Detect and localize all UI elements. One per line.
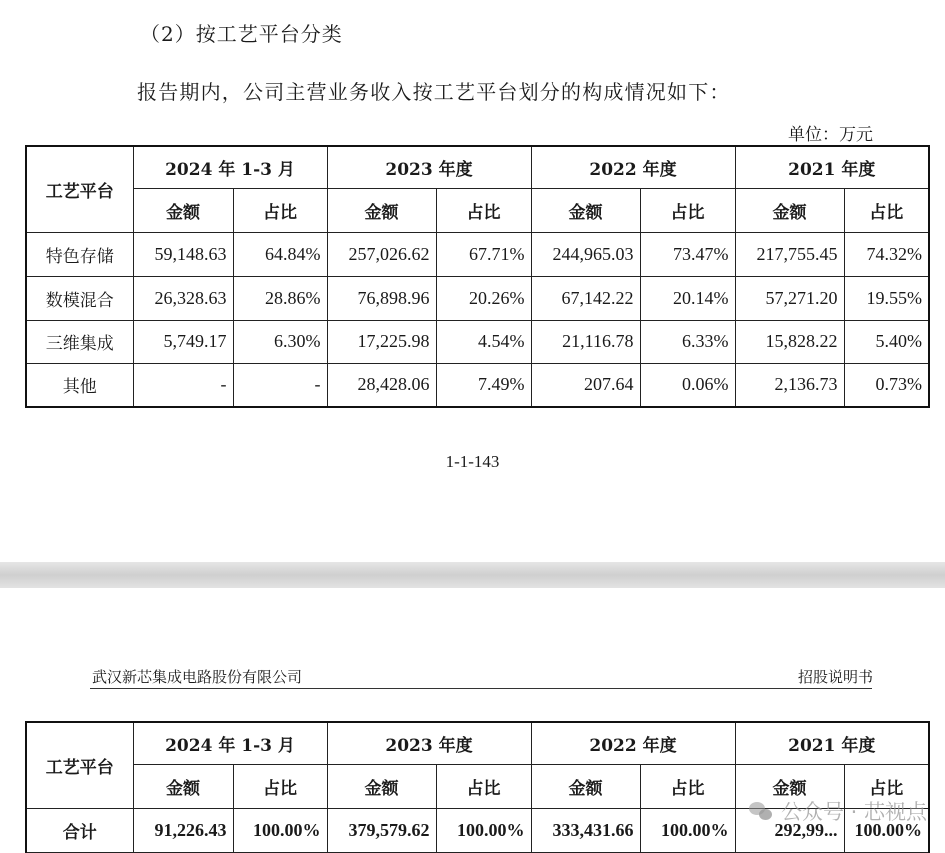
header-process-platform: 工艺平台: [26, 722, 133, 808]
cell-amount: 67,142.22: [531, 276, 640, 320]
header-share: 占比: [436, 764, 531, 808]
cell-share: -: [233, 363, 327, 407]
header-period: 2023 年度: [327, 722, 531, 764]
cell-share: 20.14%: [640, 276, 735, 320]
header-period: 2021 年度: [735, 722, 929, 764]
cell-share: 5.40%: [844, 320, 929, 363]
table-row: [26, 276, 929, 320]
header-share: 占比: [233, 764, 327, 808]
cell-amount: 59,148.63: [133, 232, 233, 276]
cell-share: 100.00%: [640, 808, 735, 852]
header-period: 2023 年度: [327, 146, 531, 188]
cell-share: 100.00%: [436, 808, 531, 852]
cell-share: 0.73%: [844, 363, 929, 407]
header-amount: 金额: [735, 764, 844, 808]
intro-paragraph: 报告期内，公司主营业务收入按工艺平台划分的构成情况如下：: [137, 80, 731, 104]
revenue-table: [25, 145, 930, 408]
cell-amount: 333,431.66: [531, 808, 640, 852]
header-amount: 金额: [327, 764, 436, 808]
cell-share: 67.71%: [436, 232, 531, 276]
header-share: 占比: [640, 188, 735, 232]
cell-share: 73.47%: [640, 232, 735, 276]
table-row: [26, 320, 929, 363]
cell-share: 100.00%: [844, 808, 929, 852]
running-header-doc-type: 招股说明书: [797, 668, 873, 686]
header-process-platform: 工艺平台: [26, 146, 133, 232]
header-share: 占比: [844, 188, 929, 232]
header-amount: 金额: [327, 188, 436, 232]
table-row: [26, 232, 929, 276]
header-share: 占比: [436, 188, 531, 232]
cell-share: 7.49%: [436, 363, 531, 407]
cell-amount: 21,116.78: [531, 320, 640, 363]
header-period: 2024 年 1-3 月: [133, 722, 327, 764]
header-amount: 金额: [133, 188, 233, 232]
cell-amount: 76,898.96: [327, 276, 436, 320]
header-amount: 金额: [531, 188, 640, 232]
header-amount: 金额: [133, 764, 233, 808]
cell-amount: 257,026.62: [327, 232, 436, 276]
running-header-rule: [90, 688, 872, 689]
cell-amount: 207.64: [531, 363, 640, 407]
section-heading: （2）按工艺平台分类: [140, 22, 343, 46]
header-period: 2021 年度: [735, 146, 929, 188]
revenue-table-continued: [25, 721, 930, 853]
cell-amount: 5,749.17: [133, 320, 233, 363]
row-name: 其他: [26, 363, 133, 407]
page-number: 1-1-143: [445, 452, 500, 471]
cell-share: 64.84%: [233, 232, 327, 276]
running-header-company: 武汉新芯集成电路股份有限公司: [92, 668, 303, 686]
row-name-total: 合计: [26, 808, 133, 852]
cell-amount: 17,225.98: [327, 320, 436, 363]
unit-label: 单位：万元: [788, 125, 873, 145]
cell-share: 100.00%: [233, 808, 327, 852]
header-period: 2024 年 1-3 月: [133, 146, 327, 188]
watermark-text: 公众号 · 芯视点: [780, 800, 927, 824]
row-name: 三维集成: [26, 320, 133, 363]
cell-share: 4.54%: [436, 320, 531, 363]
header-period: 2022 年度: [531, 146, 735, 188]
cell-amount: 57,271.20: [735, 276, 844, 320]
cell-amount: 292,99...: [735, 808, 844, 852]
cell-share: 74.32%: [844, 232, 929, 276]
cell-share: 6.30%: [233, 320, 327, 363]
cell-amount: 28,428.06: [327, 363, 436, 407]
cell-amount: 244,965.03: [531, 232, 640, 276]
cell-amount: 379,579.62: [327, 808, 436, 852]
header-amount: 金额: [531, 764, 640, 808]
cell-share: 20.26%: [436, 276, 531, 320]
cell-amount: 91,226.43: [133, 808, 233, 852]
cell-amount: 15,828.22: [735, 320, 844, 363]
row-name: 数模混合: [26, 276, 133, 320]
watermark: [749, 796, 927, 826]
page-separator: [0, 562, 945, 588]
cell-amount: 26,328.63: [133, 276, 233, 320]
cell-amount: 217,755.45: [735, 232, 844, 276]
cell-amount: -: [133, 363, 233, 407]
header-share: 占比: [233, 188, 327, 232]
header-share: 占比: [640, 764, 735, 808]
wechat-icon: [749, 801, 773, 821]
row-name: 特色存储: [26, 232, 133, 276]
header-period: 2022 年度: [531, 722, 735, 764]
cell-share: 19.55%: [844, 276, 929, 320]
header-share: 占比: [844, 764, 929, 808]
table-row: [26, 363, 929, 407]
cell-amount: 2,136.73: [735, 363, 844, 407]
header-amount: 金额: [735, 188, 844, 232]
cell-share: 0.06%: [640, 363, 735, 407]
cell-share: 6.33%: [640, 320, 735, 363]
cell-share: 28.86%: [233, 276, 327, 320]
